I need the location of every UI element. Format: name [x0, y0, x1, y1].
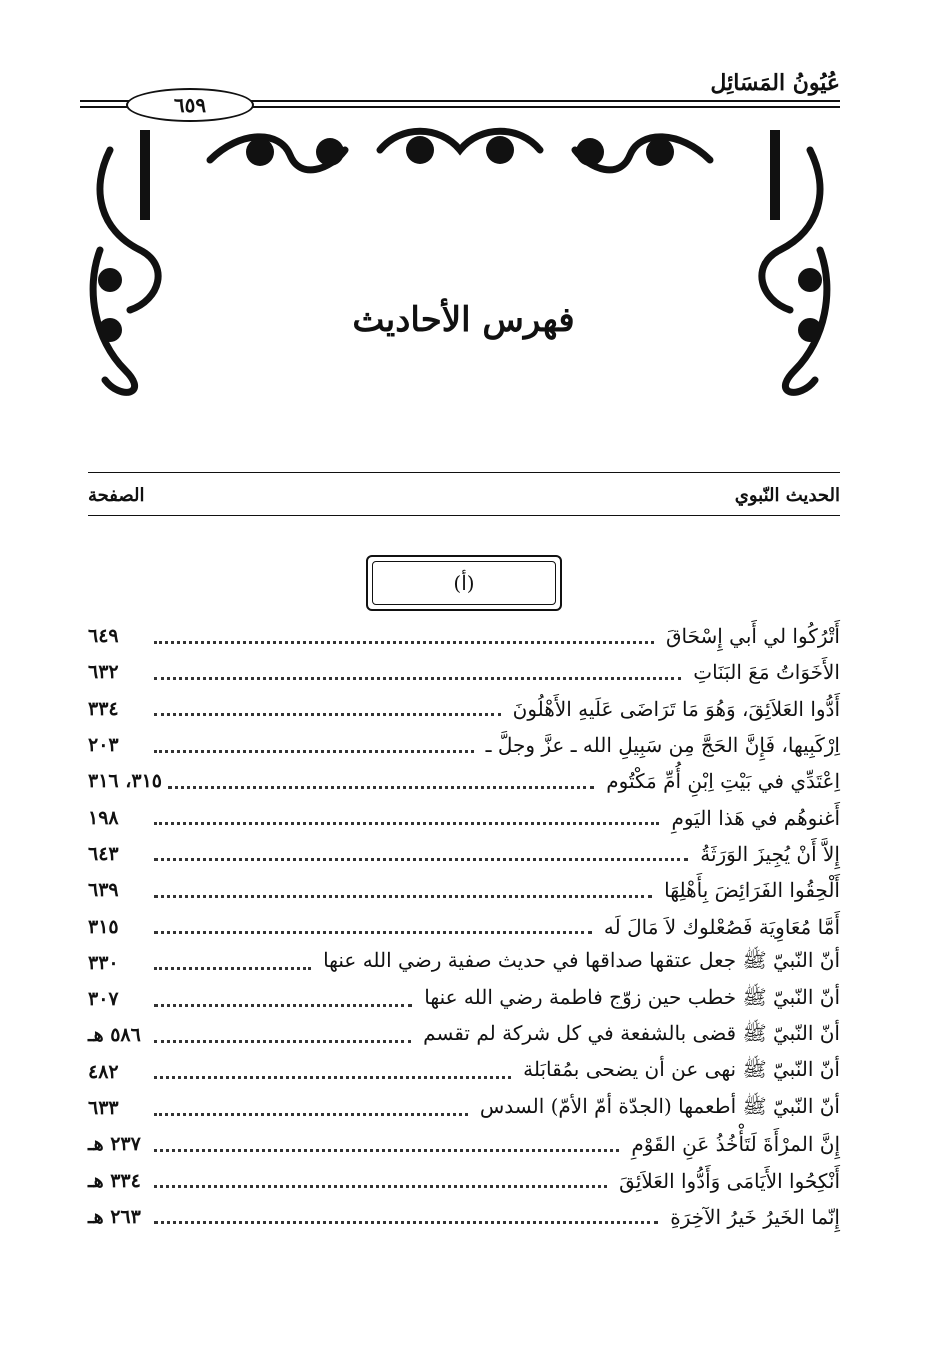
- column-rule-top: [88, 472, 840, 473]
- entry-text: أَتْرُكُوا لي أَبي إِسْحَاقَ: [665, 624, 840, 649]
- index-entry: [88, 1162, 840, 1198]
- leader-dots: [154, 713, 501, 716]
- entry-text: إِلاَّ أَنْ يُجِيزَ الوَرَثَةُ: [700, 841, 840, 866]
- leader-dots: [154, 931, 592, 934]
- entry-text: أَغنوهُم في هَذا اليَومِ: [671, 805, 840, 830]
- leader-dots: [154, 1076, 511, 1079]
- index-entry: [88, 1090, 840, 1126]
- entry-text: أَمَّا مُعَاوِيَة فَصُعْلوك لاَ مَالَ لَه: [603, 914, 840, 939]
- index-entry: [88, 981, 840, 1017]
- index-entry: [88, 618, 840, 654]
- leader-dots: [154, 822, 659, 825]
- leader-dots: [154, 858, 688, 861]
- leader-dots: [154, 677, 681, 680]
- column-rule-bottom: [88, 515, 840, 516]
- index-entry: [88, 691, 840, 727]
- index-entry: [88, 727, 840, 763]
- leader-dots: [154, 1040, 411, 1043]
- index-entry: [88, 1054, 840, 1090]
- section-letter-box: [366, 555, 562, 611]
- entry-page: ٣٣٠: [88, 951, 119, 974]
- entry-page: ١٩٨: [88, 806, 119, 829]
- entry-text: أنّ النّبيّ ﷺ نهى عن أن يضحى بمُقابَلة: [523, 1057, 840, 1082]
- leader-dots: [154, 1221, 658, 1224]
- leader-dots: [154, 1149, 619, 1152]
- entry-text: أَدُّوا العَلاَئِقَ، وَهُوَ مَا تَرَاضَى عَلَيهِ الأَهْلُونَ: [512, 696, 840, 721]
- entry-text: أنّ النّبيّ ﷺ خطب حين زوّج فاطمة رضي الله عنها: [424, 984, 840, 1009]
- entry-text: أَنْكِحُوا الأَيَامَى وَأَدُّوا العَلاَئِقَ: [619, 1168, 840, 1193]
- index-entry: [88, 654, 840, 690]
- page-number: ٦٥٩: [126, 88, 254, 122]
- decorative-frame: [80, 110, 840, 410]
- entry-page: ٣٣٤ هـ: [88, 1169, 141, 1192]
- entry-page: ٣٣٤: [88, 697, 119, 720]
- leader-dots: [154, 1185, 607, 1188]
- entry-page: ٣١٥، ٣١٦: [88, 770, 162, 793]
- index-entry: [88, 1017, 840, 1053]
- index-entry: [88, 836, 840, 872]
- leader-dots: [154, 750, 474, 753]
- entry-page: ٢٠٣: [88, 734, 119, 757]
- entry-page: ٥٨٦ هـ: [88, 1024, 141, 1047]
- leader-dots: [168, 786, 594, 789]
- entry-page: ٦٣٣: [88, 1097, 119, 1119]
- leader-dots: [154, 1113, 468, 1116]
- entry-page: ٦٣٩: [88, 879, 119, 902]
- entry-text: اِرْكَبِيها، فَإِنَّ الحَجَّ مِن سَبِيلِ الله ـ عزَّ وجلَّ ـ: [485, 733, 840, 758]
- entry-page: ٣٠٧: [88, 988, 119, 1011]
- leader-dots: [154, 895, 652, 898]
- entry-page: ٦٣٢: [88, 661, 119, 684]
- column-header-hadith: الحديث النّبوي: [734, 485, 840, 506]
- leader-dots: [154, 1004, 412, 1007]
- entry-text: اِعْتَدِّي في بَيْتِ اِبْنِ أُمِّ مَكْتُوم: [606, 769, 840, 794]
- entry-text: الأَخَوَاتُ مَعَ البَنَاتِ: [693, 660, 840, 685]
- index-entry: [88, 1199, 840, 1235]
- column-header-page: الصفحة: [88, 485, 145, 506]
- index-entry: [88, 1126, 840, 1162]
- leader-dots: [154, 641, 654, 644]
- entry-text: أنّ النّبيّ ﷺ أطعمها (الجدّة أمّ الأمّ) السدس: [479, 1093, 840, 1118]
- entry-text: أَلْحِقُوا الفَرَائِضَ بِأَهْلِهَا: [664, 878, 840, 903]
- entry-text: إِنَّ المرْأَةَ لَتَأْخُذُ عَنِ القَوْمِ: [631, 1132, 840, 1157]
- entry-page: ٣١٥: [88, 915, 119, 938]
- running-title: عُيُونُ المَسَائِل: [710, 70, 840, 96]
- index-entry: [88, 945, 840, 981]
- index-entry: [88, 763, 840, 799]
- entry-text: أنّ النّبيّ ﷺ قضى بالشفعة في كل شركة لم تقسم: [423, 1020, 840, 1045]
- index-entry: [88, 799, 840, 835]
- index-title: فهرس الأحاديث: [352, 300, 575, 340]
- entry-text: إِنّما الخَيرُ خَيرُ الآخِرَةِ: [670, 1204, 840, 1229]
- entry-page: ٢٦٣ هـ: [88, 1205, 141, 1228]
- section-letter: (أ): [453, 571, 475, 595]
- index-entry: [88, 872, 840, 908]
- entry-page: ٢٣٧ هـ: [88, 1133, 141, 1156]
- entry-page: ٦٤٩: [88, 625, 119, 648]
- leader-dots: [154, 967, 311, 970]
- entry-page: ٦٤٣: [88, 842, 119, 865]
- entry-page: ٤٨٢: [88, 1060, 119, 1083]
- index-entry: [88, 908, 840, 944]
- hadith-index-list: [88, 618, 840, 1235]
- entry-text: أنّ النّبيّ ﷺ جعل عتقها صداقها في حديث صفية رضي الله عنها: [323, 948, 840, 973]
